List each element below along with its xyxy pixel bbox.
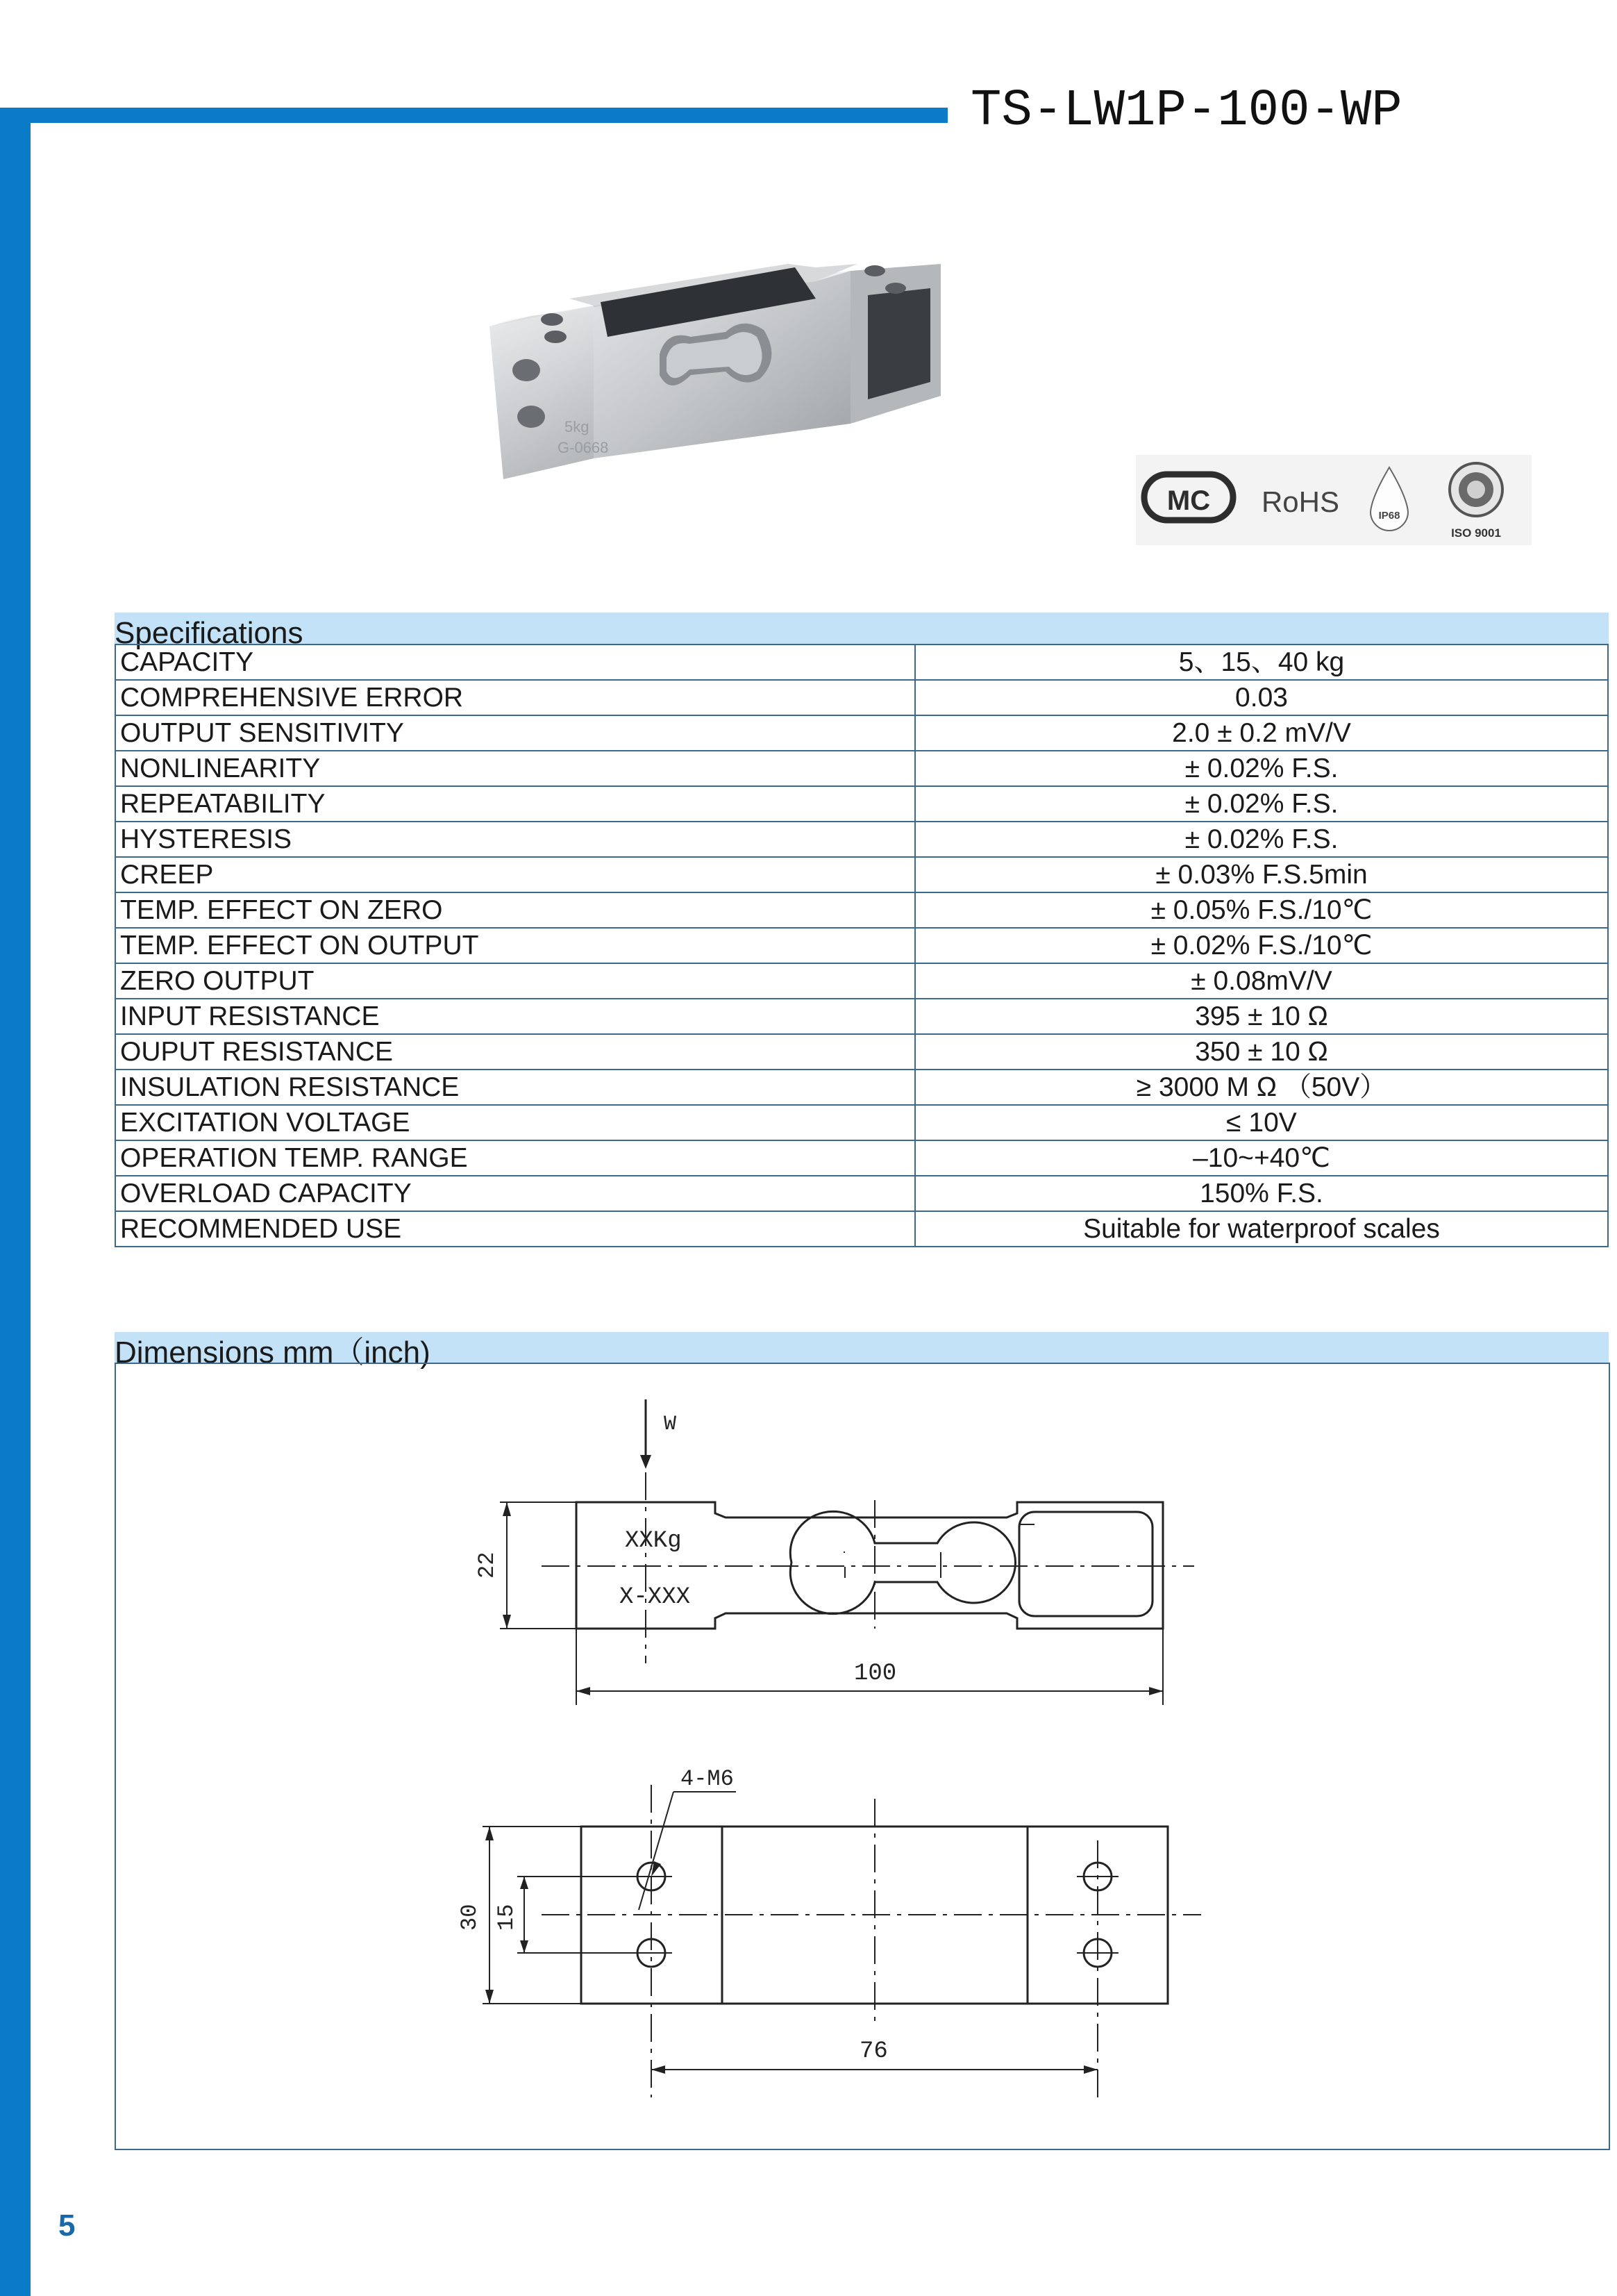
spec-label: TEMP. EFFECT ON ZERO [115, 892, 915, 928]
spec-value: Suitable for waterproof scales [915, 1211, 1608, 1247]
specifications-header: Specifications [115, 613, 1609, 644]
spec-value: ± 0.03% F.S.5min [915, 857, 1608, 892]
hole-spacing-label: 15 [494, 1904, 519, 1931]
photo-label-capacity: 5kg [564, 418, 589, 435]
spec-label: OPERATION TEMP. RANGE [115, 1140, 915, 1176]
certification-strip [1136, 455, 1532, 545]
spec-label: OVERLOAD CAPACITY [115, 1176, 915, 1211]
spec-value: ± 0.05% F.S./10℃ [915, 892, 1608, 928]
iso9001-seal-icon [1450, 463, 1502, 540]
spec-row [115, 1140, 1608, 1176]
spec-row [115, 1176, 1608, 1211]
spec-value: 2.0 ± 0.2 mV/V [915, 715, 1608, 751]
spec-value: ≥ 3000 M Ω （50V） [915, 1070, 1608, 1105]
spec-row [115, 786, 1608, 822]
thread-label: 4-M6 [680, 1766, 734, 1792]
rohs-icon: RoHS [1261, 485, 1340, 518]
photo-label-serial: G-0668 [558, 439, 609, 456]
dimension-drawing [430, 1382, 1236, 2118]
page-number: 5 [58, 2208, 76, 2243]
hole-pitch-dimension [651, 2038, 1098, 2074]
left-accent-bar [0, 108, 31, 2296]
spec-label: ZERO OUTPUT [115, 963, 915, 999]
spec-row [115, 680, 1608, 715]
spec-value: ± 0.02% F.S. [915, 822, 1608, 857]
spec-row [115, 1034, 1608, 1070]
spec-label: RECOMMENDED USE [115, 1211, 915, 1247]
length-dimension [576, 1629, 1163, 1705]
spec-value: 0.03 [915, 680, 1608, 715]
width-dim-label: 30 [457, 1904, 483, 1931]
top-accent-bar [0, 108, 948, 123]
spec-value: ± 0.08mV/V [915, 963, 1608, 999]
mc-text: MC [1166, 485, 1211, 516]
spec-row [115, 644, 1608, 680]
spec-value: ± 0.02% F.S./10℃ [915, 928, 1608, 963]
spec-row [115, 751, 1608, 786]
spec-value: ± 0.02% F.S. [915, 786, 1608, 822]
spec-row [115, 999, 1608, 1034]
marking-serial: X-XXX [619, 1584, 691, 1611]
spec-value: –10~+40℃ [915, 1140, 1608, 1176]
spec-value: 5、15、40 kg [915, 644, 1608, 680]
spec-row [115, 892, 1608, 928]
spec-row [115, 822, 1608, 857]
spec-value: 395 ± 10 Ω [915, 999, 1608, 1034]
spec-label: OUTPUT SENSITIVITY [115, 715, 915, 751]
iso-text: ISO 9001 [1451, 526, 1501, 540]
spec-value: ± 0.02% F.S. [915, 751, 1608, 786]
end-pocket [1019, 1512, 1153, 1616]
dimensions-header: Dimensions mm（inch) [115, 1332, 1609, 1364]
spec-row [115, 857, 1608, 892]
spec-label: INSULATION RESISTANCE [115, 1070, 915, 1105]
specifications-table [115, 644, 1609, 1247]
height-dim-label: 22 [474, 1552, 500, 1579]
spec-row [115, 1070, 1608, 1105]
spec-value: 150% F.S. [915, 1176, 1608, 1211]
load-arrow [640, 1399, 676, 1469]
spec-label: CREEP [115, 857, 915, 892]
spec-value: 350 ± 10 Ω [915, 1034, 1608, 1070]
spec-label: NONLINEARITY [115, 751, 915, 786]
spec-row [115, 1105, 1608, 1140]
spec-row [115, 928, 1608, 963]
length-dim-label: 100 [854, 1661, 897, 1687]
model-title: TS-LW1P-100-WP [971, 82, 1402, 140]
spec-label: OUPUT RESISTANCE [115, 1034, 915, 1070]
spec-row [115, 715, 1608, 751]
ip68-text: IP68 [1378, 510, 1400, 522]
load-label: W [664, 1413, 677, 1436]
spec-row [115, 1211, 1608, 1247]
spec-row [115, 963, 1608, 999]
hole-pitch-label: 76 [860, 2038, 888, 2065]
spec-label: CAPACITY [115, 644, 915, 680]
spec-label: REPEATABILITY [115, 786, 915, 822]
spec-label: INPUT RESISTANCE [115, 999, 915, 1034]
marking-capacity: XXKg [625, 1528, 682, 1554]
bore-slot [790, 1511, 1015, 1613]
spec-value: ≤ 10V [915, 1105, 1608, 1140]
spec-label: EXCITATION VOLTAGE [115, 1105, 915, 1140]
spec-label: TEMP. EFFECT ON OUTPUT [115, 928, 915, 963]
spec-label: COMPREHENSIVE ERROR [115, 680, 915, 715]
product-photo [489, 250, 948, 490]
spec-label: HYSTERESIS [115, 822, 915, 857]
